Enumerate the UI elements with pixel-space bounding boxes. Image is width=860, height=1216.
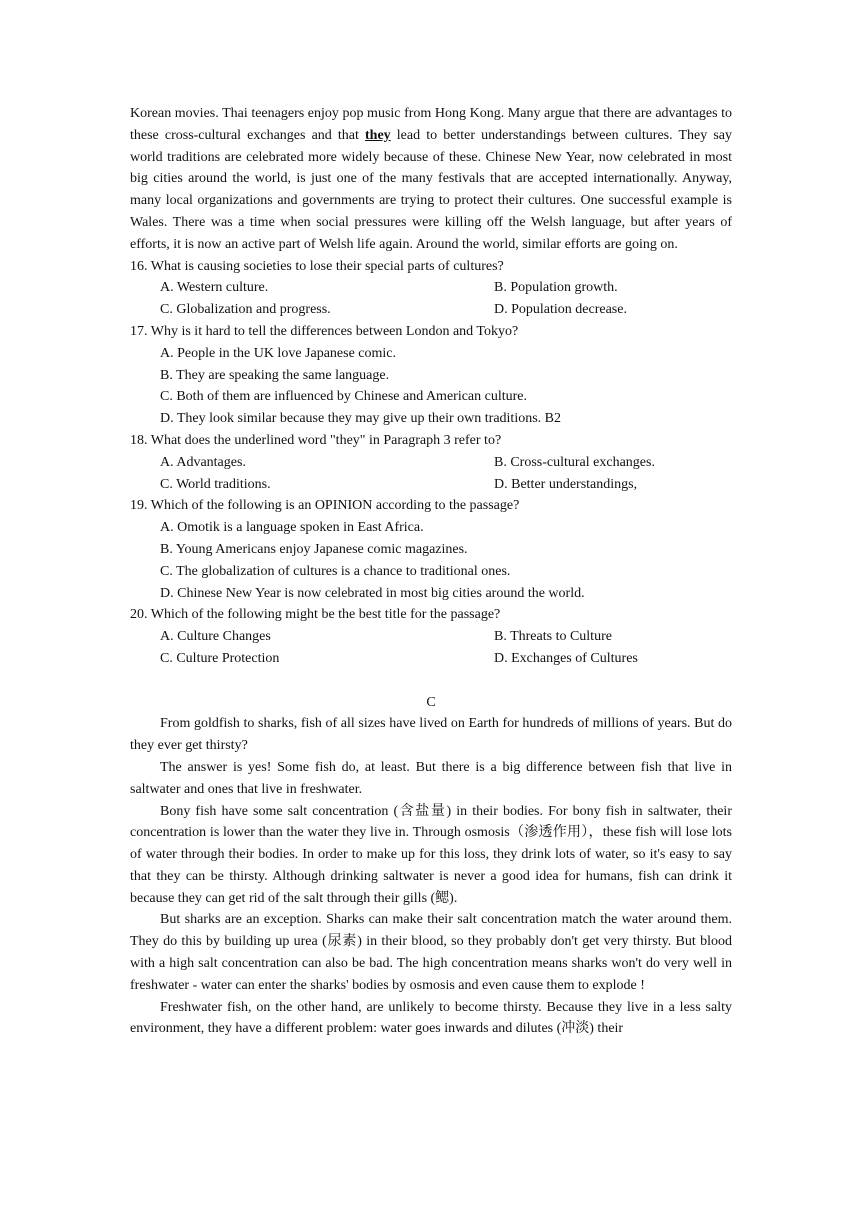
option-a: A. Western culture.	[160, 280, 269, 296]
question-20	[130, 604, 732, 669]
option-a: A. Advantages.	[160, 454, 246, 470]
option-d: D. Better understandings,	[494, 476, 638, 492]
question-options	[130, 517, 732, 604]
option-b: B. Cross-cultural exchanges.	[494, 454, 655, 470]
option-d: D. Exchanges of Cultures	[494, 650, 638, 666]
question-17	[130, 321, 732, 430]
passage-c-paragraph-5: Freshwater fish, on the other hand, are unlikely to become thirsty. Because they live in a less salty environment, they have a different problem: water goes inwards and dilutes (冲淡) their	[130, 999, 732, 1037]
underlined-word-they: they	[365, 127, 391, 143]
option-b: B. Population growth.	[494, 280, 618, 296]
question-18	[130, 430, 732, 495]
option-b: B. Threats to Culture	[494, 629, 612, 645]
option-b: B. They are speaking the same language.	[160, 367, 390, 383]
question-options	[130, 343, 732, 430]
question-stem: 19. Which of the following is an OPINION according to the passage?	[130, 498, 520, 514]
question-16	[130, 256, 732, 321]
question-19	[130, 495, 732, 604]
question-options	[130, 277, 732, 321]
question-options	[130, 626, 732, 670]
option-a: A. Omotik is a language spoken in East Africa.	[160, 520, 424, 536]
option-c: C. The globalization of cultures is a chance to traditional ones.	[160, 563, 511, 579]
question-stem: 18. What does the underlined word "they" in Paragraph 3 refer to?	[130, 432, 502, 448]
question-stem: 17. Why is it hard to tell the differences between London and Tokyo?	[130, 323, 519, 339]
option-c: C. Culture Protection	[160, 650, 280, 666]
option-b: B. Young Americans enjoy Japanese comic magazines.	[160, 541, 468, 557]
option-d: D. They look similar because they may give up their own traditions. B2	[160, 411, 561, 427]
passage-b-paragraph	[130, 103, 732, 256]
question-stem: 16. What is causing societies to lose their special parts of cultures?	[130, 258, 504, 274]
option-c: C. World traditions.	[160, 476, 271, 492]
option-a: A. Culture Changes	[160, 629, 271, 645]
question-options	[130, 452, 732, 496]
option-c: C. Globalization and progress.	[160, 302, 331, 318]
option-a: A. People in the UK love Japanese comic.	[160, 345, 396, 361]
section-heading-c: C	[426, 694, 436, 710]
passage-c-paragraph-3: Bony fish have some salt concentration (含盐量) in their bodies. For bony fish in saltwater, their concentration is lower than the water they live in. Through osmosis（渗透作用），these fish will lose lots of water through their bodies. In order to make up for this loss, they drink lots of water, so it's easy to say that they can be thirsty. Although drinking saltwater is never a good idea for humans, fish can drink it because they can get rid of the salt through their gills (鳃).	[130, 803, 732, 906]
passage-c-paragraph-2: The answer is yes! Some fish do, at least. But there is a big difference between fish that live in saltwater and ones that live in freshwater.	[130, 759, 732, 797]
passage-c-paragraph-1: From goldfish to sharks, fish of all sizes have lived on Earth for hundreds of millions of years. But do they ever get thirsty?	[130, 716, 732, 754]
question-stem: 20. Which of the following might be the best title for the passage?	[130, 607, 501, 623]
option-c: C. Both of them are influenced by Chinese and American culture.	[160, 389, 528, 405]
option-d: D. Chinese New Year is now celebrated in most big cities around the world.	[160, 585, 585, 601]
passage-c-paragraph-4: But sharks are an exception. Sharks can make their salt concentration match the water around them. They do this by building up urea (尿素) in their blood, so they probably don't get very thirsty. But blood with a high salt concentration can also be bad. The high concentration means sharks won't do very well in freshwater - water can enter the sharks' bodies by osmosis and even cause them to explode !	[130, 912, 732, 993]
passage-b-text-1: Korean movies. Thai teenagers enjoy pop music from Hong Kong. Many argue that there are advantages to these cross-cultural exchanges and that	[130, 106, 732, 143]
option-d: D. Population decrease.	[494, 302, 627, 318]
document-page	[130, 103, 732, 1040]
passage-b-text-2: lead to better understandings between cultures. They say world traditions are celebrated more widely because of these. Chinese New Year, now celebrated in most big cities around the world, is just one of the many festivals that are accepted internationally. Anyway, many local organizations and governments are trying to protect their cultures. One successful example is Wales. There was a time when social pressures were killing off the Welsh language, but after years of efforts, it is now an active part of Welsh life again. Around the world, similar efforts are going on.	[130, 127, 732, 252]
